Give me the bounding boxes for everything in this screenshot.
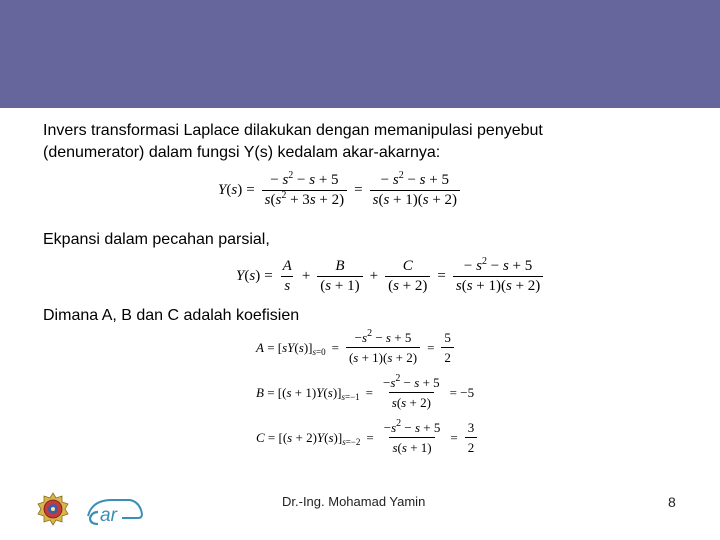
- page-number: 8: [668, 494, 676, 510]
- intro-line-1: Invers transformasi Laplace dilakukan dengan memanipulasi penyebut: [43, 122, 543, 139]
- car-logo-icon: [82, 494, 144, 533]
- header-band: [0, 0, 720, 108]
- equation-coef-c: $C = [(s + 2)Y(s)]_{s=-2}$ = $\frac{-s^2 - s + 5}{s(s + 1)}$ = $\frac{3}{2}$: [256, 419, 480, 456]
- equation-partial-fraction: Y(s) = $\frac{A}{s}$ + $\frac{B}{(s + 1)}$ + $\frac{C}{(s + 2)}$ = $\frac{- s^2 - s + 5}{s(s + 1)(s + 2)}$: [236, 258, 546, 295]
- car-logo-text: ar: [100, 505, 117, 526]
- equation-coef-a: $A = [sY(s)]_{s=0}$ = $\frac{-s^2 - s + 5}{(s + 1)(s + 2)}$ = $\frac{5}{2}$: [256, 329, 457, 366]
- footer-author: Dr.-Ing. Mohamad Yamin: [282, 494, 426, 509]
- partial-heading: Ekpansi dalam pecahan parsial,: [43, 231, 270, 248]
- equation-coef-b: $B = [(s + 1)Y(s)]_{s=-1}$ = $\frac{-s^2 - s + 5}{s(s + 2)}$ = −5: [256, 373, 475, 410]
- university-seal-icon: [36, 492, 70, 526]
- coef-heading: Dimana A, B dan C adalah koefisien: [43, 307, 300, 324]
- intro-line-2: (denumerator) dalam fungsi Y(s) kedalam akar-akarnya:: [43, 144, 441, 161]
- equation-ys-factored: Y(s) = $\frac{- s^2 - s + 5}{s(s^2 + 3s + 2)}$ = $\frac{- s^2 - s + 5}{s(s + 1)(s + 2)}$: [218, 172, 463, 209]
- intro-text: [43, 120, 543, 164]
